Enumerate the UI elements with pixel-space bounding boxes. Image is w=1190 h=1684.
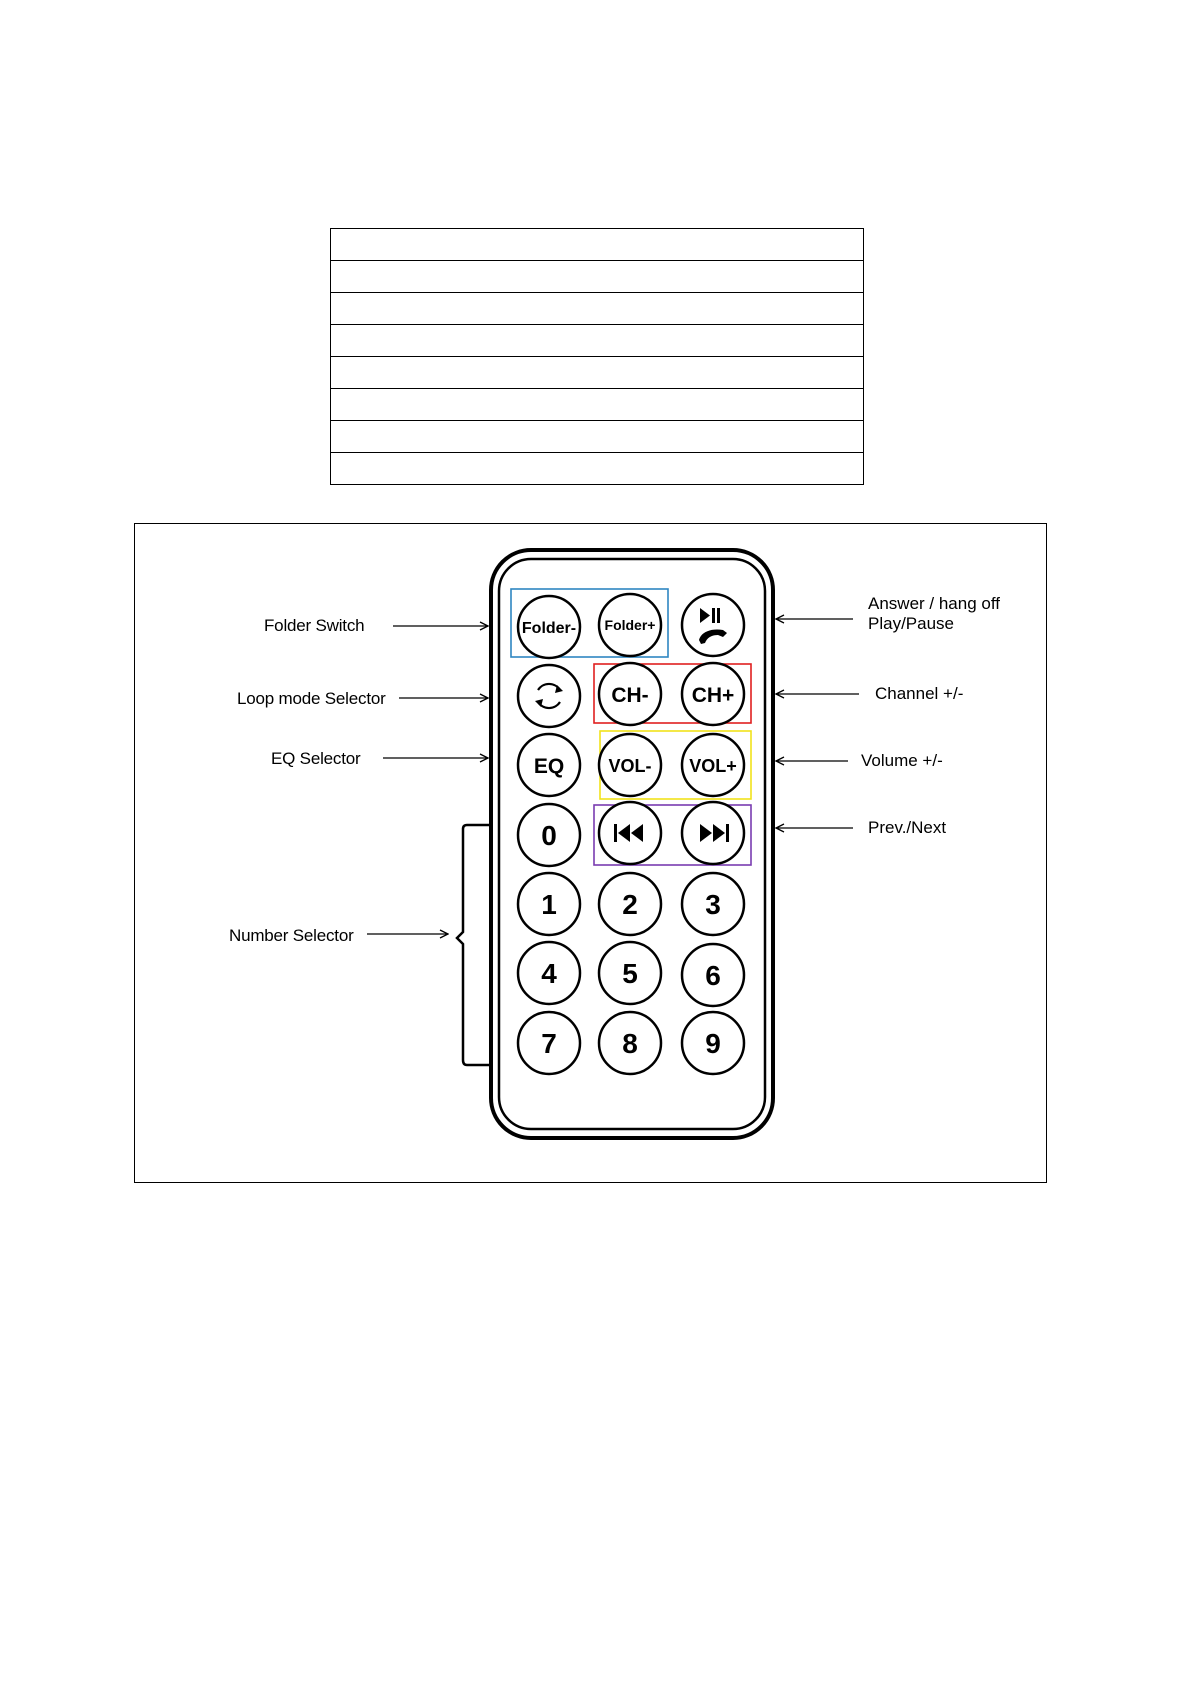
- number-1-button[interactable]: [518, 873, 580, 935]
- remote-diagram: [134, 523, 1047, 1183]
- svg-text:6: 6: [705, 960, 721, 991]
- svg-text:1: 1: [541, 889, 557, 920]
- svg-text:3: 3: [705, 889, 721, 920]
- svg-text:2: 2: [622, 889, 638, 920]
- vol-plus-button[interactable]: [682, 734, 744, 796]
- channel-label: Channel +/-: [875, 684, 964, 703]
- next-button[interactable]: [682, 802, 744, 864]
- table-cell: [331, 229, 864, 261]
- svg-text:VOL-: VOL-: [608, 756, 652, 776]
- svg-text:0: 0: [541, 820, 557, 851]
- ch-minus-button[interactable]: [599, 663, 661, 725]
- number-7-button[interactable]: [518, 1012, 580, 1074]
- table-row: [331, 357, 864, 389]
- number-0-button[interactable]: [518, 804, 580, 866]
- svg-text:5: 5: [622, 958, 638, 989]
- number-6-button[interactable]: [682, 944, 744, 1006]
- ch-plus-button[interactable]: [682, 663, 744, 725]
- volume-label: Volume +/-: [861, 751, 943, 770]
- table-cell: [331, 421, 864, 453]
- table-cell: [331, 453, 864, 485]
- prev-next-label: Prev./Next: [868, 818, 947, 837]
- number-3-button[interactable]: [682, 873, 744, 935]
- eq-button[interactable]: [518, 734, 580, 796]
- number-selector-bracket: [457, 825, 490, 1065]
- table-row: [331, 261, 864, 293]
- prev-button[interactable]: [599, 802, 661, 864]
- spec-table: [330, 228, 864, 485]
- svg-text:CH+: CH+: [691, 684, 735, 707]
- svg-text:VOL+: VOL+: [689, 756, 737, 776]
- table-row: [331, 389, 864, 421]
- table-row: [331, 293, 864, 325]
- table-cell: [331, 389, 864, 421]
- svg-text:Folder+: Folder+: [604, 617, 656, 633]
- number-2-button[interactable]: [599, 873, 661, 935]
- table-cell: [331, 325, 864, 357]
- svg-text:8: 8: [622, 1028, 638, 1059]
- table-cell: [331, 357, 864, 389]
- number-4-button[interactable]: [518, 942, 580, 1004]
- svg-text:4: 4: [541, 958, 557, 989]
- svg-text:Folder-: Folder-: [521, 620, 577, 637]
- svg-text:7: 7: [541, 1028, 557, 1059]
- vol-minus-button[interactable]: [599, 734, 661, 796]
- svg-text:CH-: CH-: [611, 684, 649, 707]
- number-selector-label: Number Selector: [229, 926, 354, 945]
- table-cell: [331, 261, 864, 293]
- loop-mode-button[interactable]: [518, 665, 580, 727]
- folder-switch-label: Folder Switch: [264, 616, 365, 635]
- number-8-button[interactable]: [599, 1012, 661, 1074]
- play-pause-label: Play/Pause: [868, 614, 954, 633]
- table-cell: [331, 293, 864, 325]
- table-row: [331, 325, 864, 357]
- folder-minus-button[interactable]: [518, 596, 580, 658]
- answer-hang-label: Answer / hang off: [868, 594, 1000, 613]
- table-row: [331, 229, 864, 261]
- svg-text:9: 9: [705, 1028, 721, 1059]
- svg-text:EQ: EQ: [533, 755, 565, 778]
- eq-selector-label: EQ Selector: [271, 749, 361, 768]
- table-row: [331, 421, 864, 453]
- table-row: [331, 453, 864, 485]
- folder-plus-button[interactable]: [599, 594, 661, 656]
- number-9-button[interactable]: [682, 1012, 744, 1074]
- number-5-button[interactable]: [599, 942, 661, 1004]
- play-pause-answer-button[interactable]: [682, 594, 744, 656]
- loop-mode-label: Loop mode Selector: [237, 689, 386, 708]
